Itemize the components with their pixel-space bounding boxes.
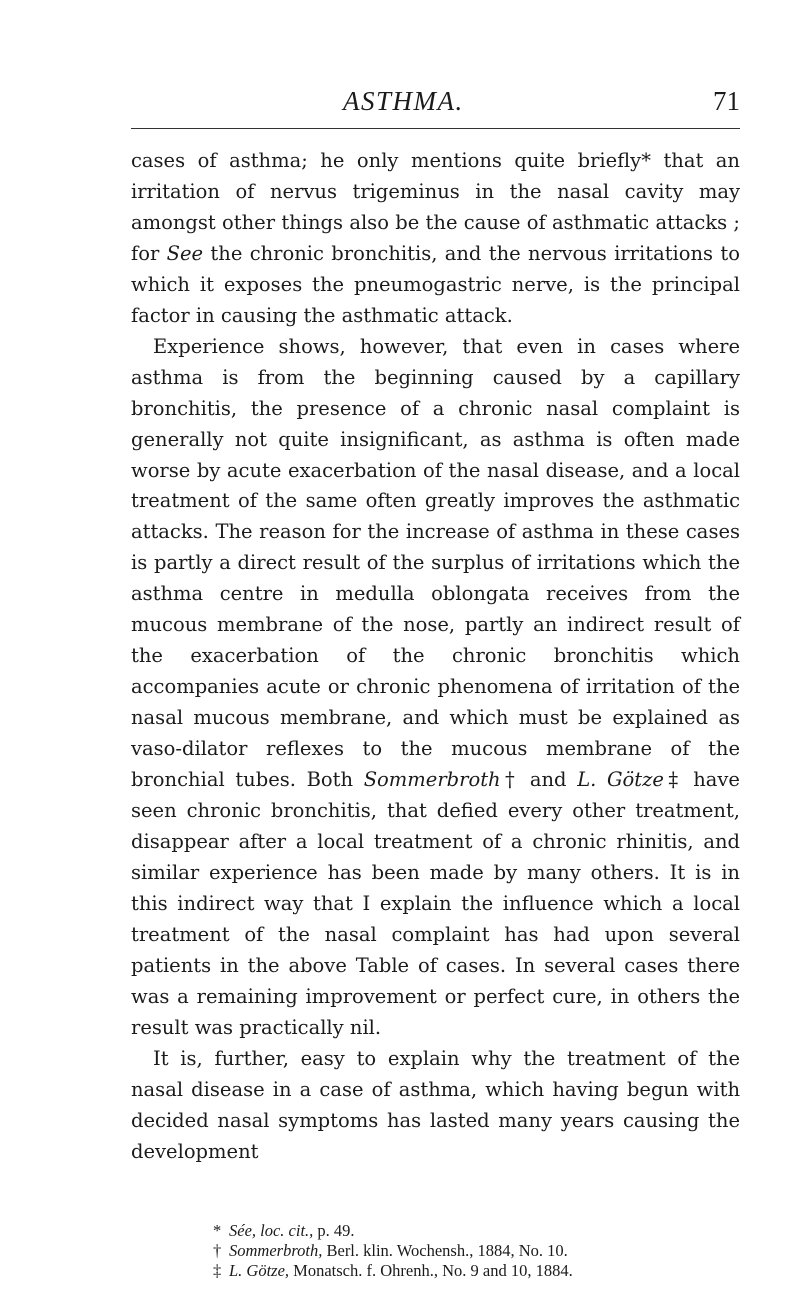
footnote-mark-double-dagger: ‡: [663, 768, 683, 792]
author-gotze: L. Götze: [577, 768, 664, 792]
footnote: [213, 1261, 733, 1281]
footnote-source: Sommerbroth,: [229, 1241, 323, 1260]
footnote-mark-dagger: †: [500, 768, 520, 792]
paragraph-1: cases of asthma; he only mentions quite briefly* that an irritation of nervus trigeminus in the nasal cavity may amongst other things also be the cause of asthmatic attacks ; for See the chronic bronchitis, and the nervous irritations to which it exposes the pneumogastric nerve, is the principal factor in causing the asthmatic attack.: [131, 149, 740, 327]
author-sommerbroth: Sommerbroth: [363, 768, 501, 792]
running-head: [131, 86, 740, 120]
paragraph-2: Experience shows, however, that even in cases where asthma is from the beginning caused by a capillary bronchitis, the presence of a chronic nasal complaint is generally not quite insignificant, as asthma is often made worse by acute exacerbation of the nasal disease, and a local treatment of the same often greatly improves the asthmatic attacks. The reason for the increase of asthma in these cases is partly a direct result of the surplus of irritations which the asthma centre in medulla oblongata receives from the mucous membrane of the nose, partly an indirect result of the exacerbation of the chronic bronchitis which accompanies acute or chronic phenomena of irritation of the nasal mucous membrane, and which must be explained as vaso-dilator reflexes to the mucous membrane of the bronchial tubes. Both Sommerbroth† and L. Götze‡ have seen chronic bronchitis, that defied every other treatment, disappear after a local treatment of a chronic rhinitis, and similar experience has been made by many others. It is in this indirect way that I explain the influence which a local treatment of the nasal complaint has had upon several patients in the above Table of cases. In several cases there was a remaining improvement or perfect cure, in others the result was practically nil.: [131, 334, 740, 1039]
footnote-mark: †: [213, 1241, 222, 1260]
footnote-detail: Berl. klin. Wochensh., 1884, No. 10.: [322, 1241, 568, 1260]
paragraph-3: It is, further, easy to explain why the treatment of the nasal disease in a case of asthma, which having begun with decided nasal symptoms has lasted many years causing the development: [131, 1046, 740, 1163]
header-rule: [131, 128, 740, 129]
footnote-detail: p. 49.: [313, 1221, 355, 1240]
footnote-mark: ‡: [213, 1261, 222, 1280]
footnote-detail: Monatsch. f. Ohrenh., No. 9 and 10, 1884.: [289, 1261, 573, 1280]
footnote-mark: *: [213, 1221, 222, 1240]
body-text: [131, 146, 740, 1167]
footnote: [213, 1221, 733, 1241]
running-title: ASTHMA.: [343, 86, 464, 116]
see-ref: See: [166, 241, 204, 265]
page-number: 71: [713, 86, 740, 116]
footnote: [213, 1241, 733, 1261]
footnote-source: L. Götze,: [229, 1261, 290, 1280]
footnotes: [213, 1221, 733, 1281]
footnote-source: Sée, loc. cit.,: [229, 1221, 314, 1240]
